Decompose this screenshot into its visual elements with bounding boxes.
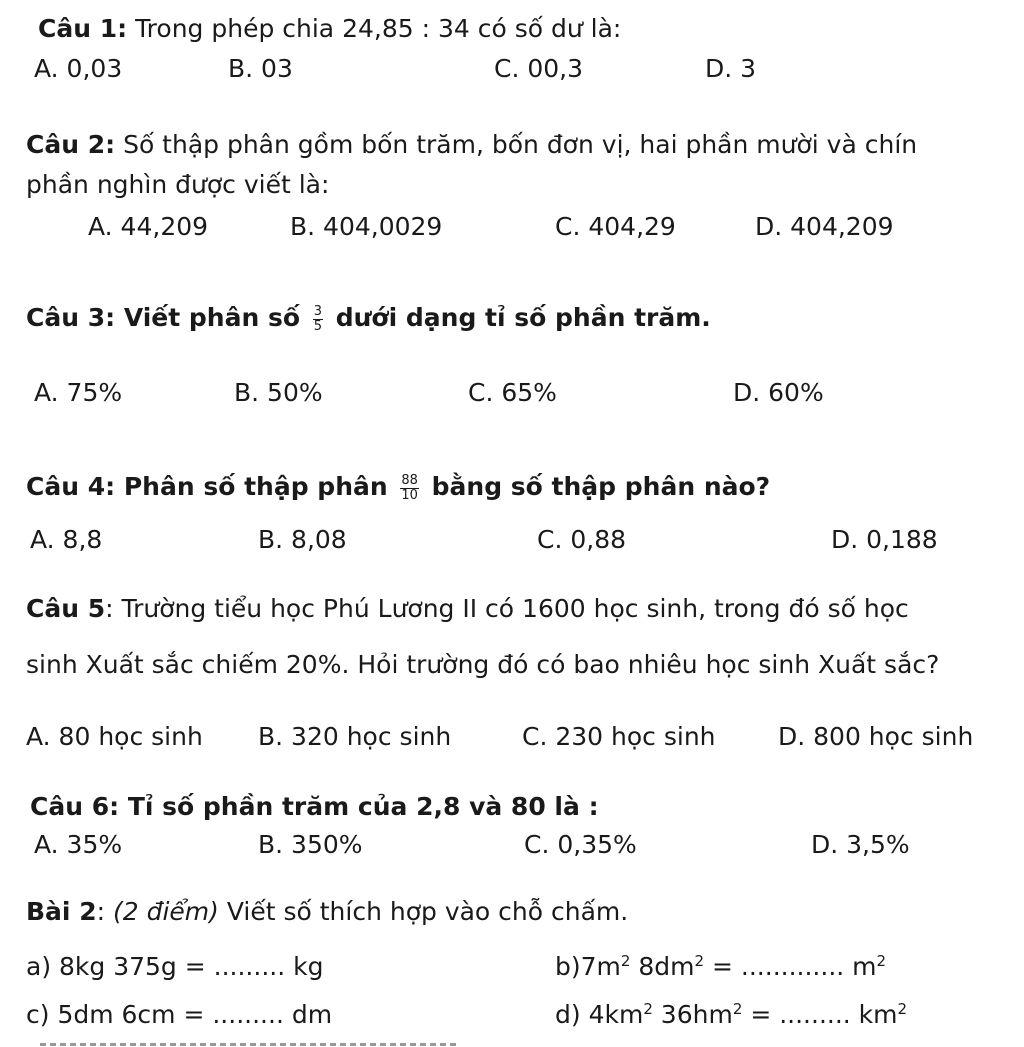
exercise-2-points: (2 điểm) [112, 897, 219, 926]
item-b-part2: 8dm [630, 952, 695, 981]
q5-option-d: D. 800 học sinh [778, 722, 974, 751]
question-5-label: Câu 5 [26, 594, 106, 623]
q4-option-b: B. 8,08 [258, 525, 347, 554]
fraction-numerator: 88 [401, 472, 418, 488]
question-4-text-pre: Phân số thập phân [115, 472, 397, 501]
question-1 [38, 14, 621, 44]
question-3 [26, 303, 711, 333]
exercise-2-label: Bài 2 [26, 897, 97, 926]
q2-option-b: B. 404,0029 [290, 212, 443, 241]
question-1-label: Câu 1: [38, 14, 128, 43]
q6-option-d: D. 3,5% [811, 830, 910, 859]
q4-option-a: A. 8,8 [30, 525, 103, 554]
exercise-2-item-b [555, 952, 886, 982]
q3-option-d: D. 60% [733, 378, 824, 407]
q5-option-b: B. 320 học sinh [258, 722, 452, 751]
question-3-text-pre: Viết phân số [115, 303, 309, 332]
q2-option-d: D. 404,209 [755, 212, 894, 241]
q3-option-b: B. 50% [234, 378, 323, 407]
item-b-part3: = ............. m [704, 952, 877, 981]
exercise-2-colon: : [96, 897, 113, 926]
item-d-part3: = ......... km [742, 1000, 898, 1029]
exercise-2-text: Viết số thích hợp vào chỗ chấm. [218, 897, 629, 926]
q1-option-c: C. 00,3 [494, 54, 584, 83]
question-6-label: Câu 6: [30, 792, 120, 821]
q6-option-b: B. 350% [258, 830, 363, 859]
exercise-2-item-a: a) 8kg 375g = ......... kg [26, 952, 324, 981]
q1-option-b: B. 03 [228, 54, 293, 83]
q3-option-a: A. 75% [34, 378, 123, 407]
superscript: 2 [643, 1000, 653, 1018]
superscript: 2 [732, 1000, 743, 1018]
question-3-label: Câu 3: [26, 303, 116, 332]
question-2-label: Câu 2: [26, 130, 116, 159]
q2-option-a: A. 44,209 [88, 212, 209, 241]
q5-option-a: A. 80 học sinh [26, 722, 203, 751]
superscript: 2 [876, 952, 887, 970]
exercise-2-heading [26, 897, 628, 927]
item-b-part1: b)7m [555, 952, 621, 981]
question-1-text: Trong phép chia 24,85 : 34 có số dư là: [127, 14, 622, 43]
fraction-numerator: 3 [313, 303, 323, 319]
fraction-88-10 [400, 474, 419, 502]
q1-option-a: A. 0,03 [34, 54, 123, 83]
q6-option-a: A. 35% [34, 830, 123, 859]
question-3-text-post: dưới dạng tỉ số phần trăm. [327, 303, 711, 332]
item-d-part2: 36hm [652, 1000, 733, 1029]
question-4-text-post: bằng số thập phân nào? [422, 472, 771, 501]
fraction-3-5 [313, 305, 323, 333]
exercise-2-item-d [555, 1000, 907, 1030]
question-6-text: Tỉ số phần trăm của 2,8 và 80 là : [119, 792, 599, 821]
q4-option-c: C. 0,88 [537, 525, 627, 554]
question-5-text-line2: sinh Xuất sắc chiếm 20%. Hỏi trường đó có bao nhiêu học sinh Xuất sắc? [26, 650, 940, 679]
question-2 [26, 130, 917, 160]
q4-option-d: D. 0,188 [831, 525, 938, 554]
q6-option-c: C. 0,35% [524, 830, 637, 859]
question-5 [26, 594, 909, 624]
fraction-denominator: 5 [313, 318, 323, 334]
item-d-part1: d) 4km [555, 1000, 644, 1029]
superscript: 2 [694, 952, 705, 970]
q2-option-c: C. 404,29 [555, 212, 676, 241]
fraction-denominator: 10 [401, 487, 418, 503]
question-2-text-line2: phần nghìn được viết là: [26, 170, 330, 199]
question-2-text-line1: Số thập phân gồm bốn trăm, bốn đơn vị, hai phần mười và chín [115, 130, 918, 159]
question-4-label: Câu 4: [26, 472, 116, 501]
exercise-2-item-c: c) 5dm 6cm = ......... dm [26, 1000, 333, 1029]
q5-option-c: C. 230 học sinh [522, 722, 716, 751]
question-6 [30, 792, 599, 822]
question-4 [26, 472, 770, 502]
superscript: 2 [897, 1000, 908, 1018]
q3-option-c: C. 65% [468, 378, 557, 407]
superscript: 2 [620, 952, 631, 970]
cut-off-text-line [40, 1040, 460, 1047]
question-5-text-line1: : Trường tiểu học Phú Lương II có 1600 học sinh, trong đó số học [105, 594, 909, 623]
q1-option-d: D. 3 [705, 54, 757, 83]
